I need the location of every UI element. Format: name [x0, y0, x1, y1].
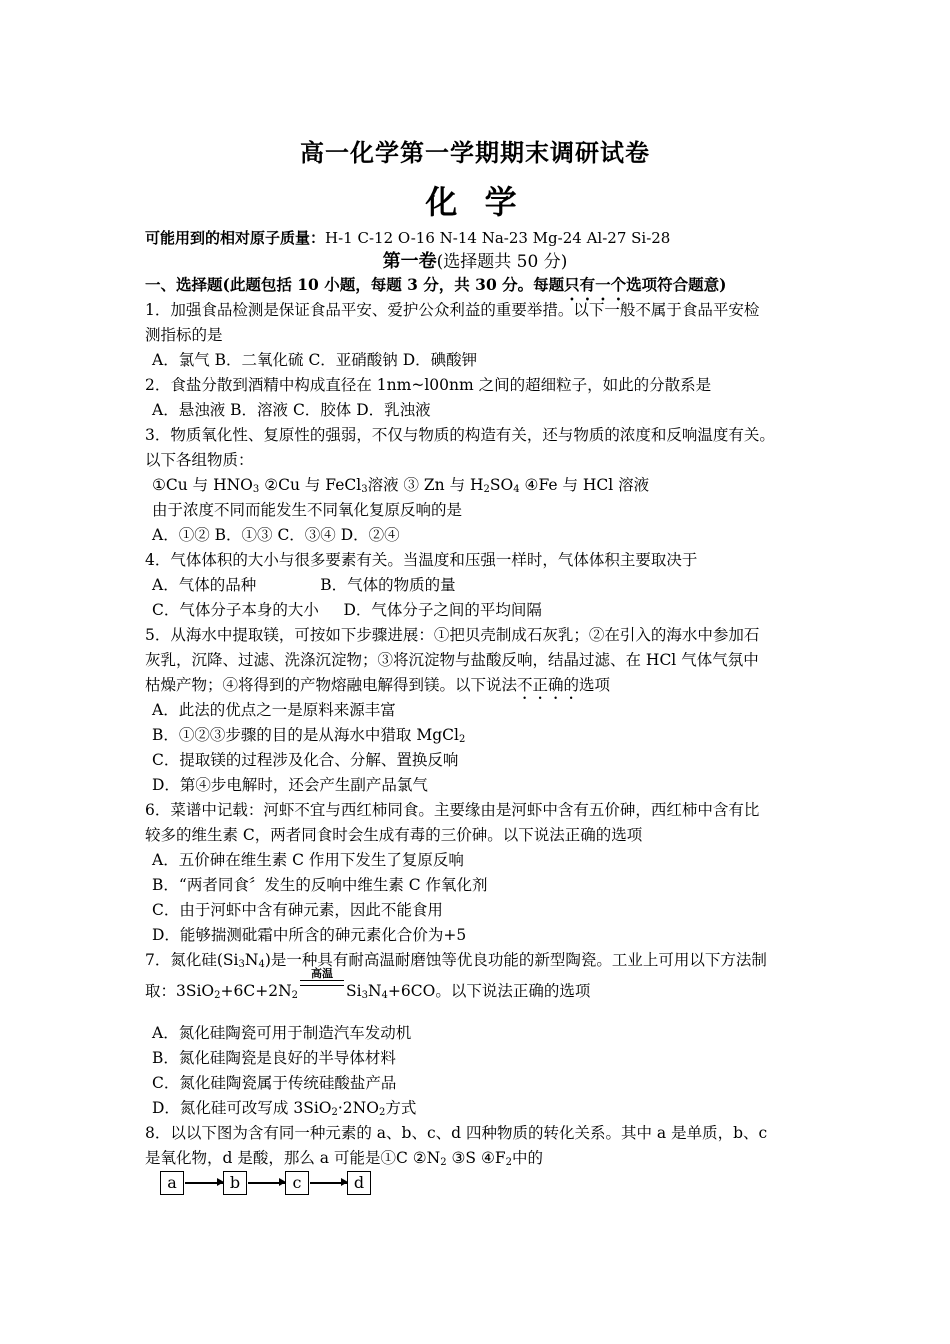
q1-options: A．氯气 B．二氧化硫 C．亚硝酸钠 D．碘酸钾: [152, 351, 478, 369]
q7-stem-line1: [145, 948, 767, 972]
atomic-masses-label: 可能用到的相对原子质量：: [145, 229, 326, 247]
conversion-diagram: [160, 1169, 380, 1199]
q1-stem-line2: 测指标的是: [145, 326, 223, 344]
q8-stem-line1: 8．以以下图为含有同一种元素的 a、b、c、d 四种物质的转化关系。其中 a 是单质，b、c: [145, 1124, 768, 1142]
q8-text: 是氧化物，d 是酸，那么 a 可能是①C ②N: [145, 1149, 441, 1167]
part-title: 第一卷: [382, 251, 437, 272]
q3-item-1: ①Cu 与 HNO: [152, 476, 253, 494]
q4-options-ab: A．气体的品种 B．气体的物质的量: [152, 576, 456, 594]
q7-eq-text: 取：3SiO: [145, 982, 215, 1000]
q7-eq-text: N: [367, 982, 382, 1000]
q7-equation-line: [145, 967, 591, 1003]
q7-text: N: [244, 951, 259, 969]
q5-option-c: C．提取镁的过程涉及化合、分解、置换反响: [152, 751, 459, 769]
q3-stem-line2: 以下各组物质：: [145, 451, 254, 469]
q7-option-a: A．氮化硅陶瓷可用于制造汽车发动机: [152, 1024, 412, 1042]
part-note: (选择题共 50 分): [436, 252, 568, 272]
q7-eq-text: +6C+2N: [220, 982, 292, 1000]
q3-items: [152, 473, 649, 497]
q6-option-b: B．“两者同食〞发生的反响中维生素 C 作氧化剂: [152, 876, 488, 894]
arrow-right-icon: [248, 1182, 285, 1184]
q6-stem-line2: 较多的维生素 C，两者同食时会生成有毒的三价砷。以下说法正确的选项: [145, 826, 643, 844]
q3-sub: 4: [513, 484, 520, 495]
q8-sub: 2: [440, 1157, 447, 1168]
reaction-arrow: [298, 967, 346, 996]
q6-option-a: A．五价砷在维生素 C 作用下发生了复原反响: [152, 851, 464, 869]
diagram-box-a: a: [160, 1171, 184, 1195]
atomic-masses-line: [145, 226, 670, 250]
arrow-right-icon: [310, 1182, 347, 1184]
q3-options: A．①② B．①③ C．③④ D．②④: [152, 526, 400, 544]
q7-text: )是一种具有耐高温耐磨蚀等优良功能的新型陶瓷。工业上可用以下方法制: [264, 951, 767, 969]
q3-sub: 3: [252, 484, 260, 495]
q7-eq-text: Si: [346, 982, 362, 1000]
q3-item-3: 溶液 ③ Zn 与 H: [367, 476, 484, 494]
q7-eq-text: +6CO。以下说法正确的选项: [387, 982, 591, 1000]
exam-title: 高一化学第一学期期末调研试卷: [300, 139, 650, 167]
q5-option-a: A．此法的优点之一是原料来源丰富: [152, 701, 396, 719]
q3-item-4: ④Fe 与 HCl 溶液: [519, 476, 650, 494]
q5-stem-lead: 枯燥产物；④将得到的产物熔融电解得到镁。以下说法: [145, 676, 518, 694]
q6-stem-line1: 6．菜谱中记载：河虾不宜与西红柿同食。主要缘由是河虾中含有五价砷，西红柿中含有比: [145, 801, 760, 819]
q7-sub: 2: [378, 1107, 386, 1118]
q5-option-d: D．第④步电解时，还会产生副产品氯气: [152, 776, 428, 794]
q6-option-c: C．由于河虾中含有砷元素，因此不能食用: [152, 901, 443, 919]
q8-text: ③S ④F: [446, 1149, 506, 1167]
diagram-box-b: b: [223, 1171, 247, 1195]
reaction-equals-sign: [300, 980, 344, 986]
q5-stem-line2: 灰乳，沉降、过滤、洗涤沉淀物；③将沉淀物与盐酸反响，结晶过滤、在 HCl 气体气氛中: [145, 651, 759, 669]
q4-options-cd: C．气体分子本身的大小 D．气体分子之间的平均间隔: [152, 601, 542, 619]
q3-sub: 2: [483, 484, 490, 495]
q7-sub: 3: [361, 990, 368, 1001]
subject-heading: 化 学: [425, 183, 525, 221]
q7-sub: 3: [238, 959, 245, 970]
q2-options: A．悬浊液 B．溶液 C．胶体 D．乳浊液: [152, 401, 431, 419]
q7-sub: 2: [331, 1107, 338, 1118]
atomic-masses-values: H-1 C-12 O-16 N-14 Na-23 Mg-24 Al-27 Si-28: [325, 229, 671, 247]
q5-option-b-text: B．①②③步骤的目的是从海水中猎取 MgCl: [152, 726, 459, 744]
q7-text: 7．氮化硅(Si: [145, 951, 239, 969]
q3-sub: 3: [361, 484, 368, 495]
part-heading: [0, 249, 950, 275]
q8-sub: 2: [505, 1157, 512, 1168]
q7-sub: 2: [214, 990, 221, 1001]
q3-stem-line4: 由于浓度不同而能发生不同氧化复原反响的是: [152, 501, 463, 519]
q6-option-d: D．能够揣测砒霜中所含的砷元素化合价为+5: [152, 926, 467, 944]
q3-item-2: ②Cu 与 FeCl: [259, 476, 362, 494]
q7-option-d-text: D．氮化硅可改写成 3SiO: [152, 1099, 332, 1117]
q5-sub: 2: [458, 734, 466, 745]
q7-sub: 2: [291, 990, 299, 1001]
q8-text: 中的: [511, 1149, 543, 1167]
q7-option-d-text: ·2NO: [337, 1099, 379, 1117]
q5-stem-tail: 选项: [579, 676, 611, 694]
q1-stem-line1: 1．加强食品检测是保证食品平安、爱护公众利益的重要举措。以下一般不属于食品平安检: [145, 301, 760, 319]
section-tail: 选项符合题意): [626, 275, 727, 294]
q5-emphasis: 不正确的: [517, 676, 580, 694]
q7-option-d: [152, 1096, 416, 1120]
arrow-right-icon: [185, 1182, 223, 1184]
q4-stem: 4．气体体积的大小与很多要素有关。当温度和压强一样时，气体体积主要取决于: [145, 551, 698, 569]
q3-item-3b: SO: [489, 476, 514, 494]
section-emphasis: 只有一个: [564, 275, 627, 294]
q5-stem-line1: 5．从海水中提取镁，可按如下步骤进展：①把贝壳制成石灰乳；②在引入的海水中参加石: [145, 626, 760, 644]
q2-stem: 2．食盐分散到酒精中构成直径在 1nm~l00nm 之间的超细粒子，如此的分散系是: [145, 376, 712, 394]
q3-stem-line1: 3．物质氧化性、复原性的强弱，不仅与物质的构造有关，还与物质的浓度和反响温度有关。: [145, 426, 775, 444]
diagram-box-c: c: [285, 1171, 309, 1195]
q7-sub: 4: [381, 990, 388, 1001]
reaction-condition: 高温: [311, 967, 334, 980]
diagram-box-d: d: [347, 1171, 371, 1195]
q7-option-b: B．氮化硅陶瓷是良好的半导体材料: [152, 1049, 396, 1067]
q7-option-d-text: 方式: [385, 1099, 417, 1117]
q7-sub: 4: [258, 959, 265, 970]
section-lead: 一、选择题(此题包括 10 小题，每题 3 分，共 30 分。每题: [145, 275, 565, 294]
q7-option-c: C．氮化硅陶瓷属于传统硅酸盐产品: [152, 1074, 397, 1092]
q8-stem-line2: [145, 1146, 543, 1170]
q5-option-b: [152, 723, 465, 747]
